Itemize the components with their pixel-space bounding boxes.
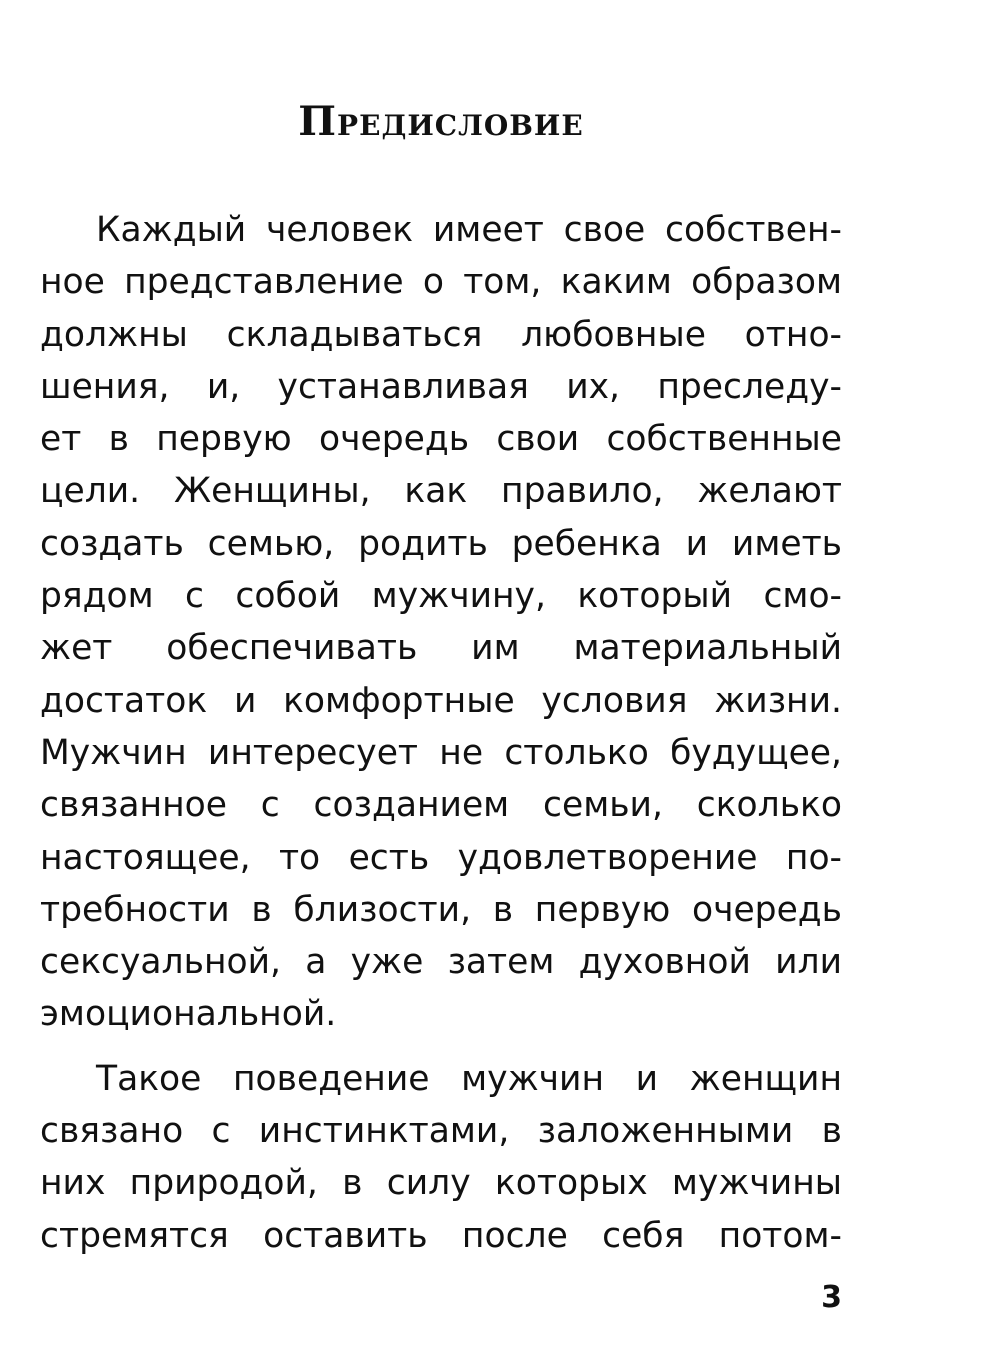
body-text [40,204,842,1274]
text-line: сексуальной, а уже затем духовной или [40,942,842,983]
text-line: связано с инстинктами, заложенными в [40,1111,842,1152]
text-line: эмоциональной. [40,994,337,1035]
text-line: Такое поведение мужчин и женщин [96,1058,842,1099]
text-line: стремятся оставить после себя потом- [40,1215,842,1256]
paragraph-1 [40,204,842,1041]
page-number: 3 [821,1280,842,1315]
text-line: них природой, в силу которых мужчины [40,1163,842,1204]
chapter-title: Предисловие [298,98,584,145]
text-line: цели. Женщины, как правило, желают [40,471,842,512]
text-line: достаток и комфортные условия жизни. [40,680,842,721]
text-line: Каждый человек имеет свое собствен- [96,210,842,250]
text-line: рядом с собой мужчину, который смо- [40,576,842,617]
text-line: настоящее, то есть удовлетворение по- [40,837,842,878]
text-line: ное представление о том, каким образом [40,262,842,303]
text-line: шения, и, устанавливая их, преследу- [40,366,842,407]
text-line: связанное с созданием семьи, сколько [40,785,842,826]
book-page [40,0,842,1361]
text-line: ет в первую очередь свои собственные [40,419,842,460]
text-line: должны складываться любовные отно- [40,314,842,355]
paragraph-2 [40,1053,842,1262]
text-line: создать семью, родить ребенка и иметь [40,523,842,564]
text-line: требности в близости, в первую очередь [40,889,842,930]
text-line: Мужчин интересует не столько будущее, [40,732,842,773]
text-line: жет обеспечивать им материальный [40,628,842,669]
